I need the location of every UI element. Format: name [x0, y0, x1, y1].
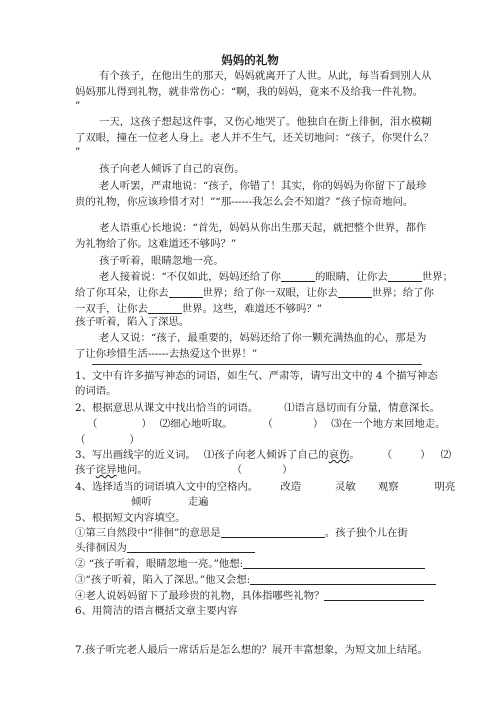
- answer-blank[interactable]: [148, 303, 182, 314]
- word-choice: 灵敏: [335, 481, 356, 493]
- answer-blank[interactable]: [281, 271, 315, 282]
- story-line: ”: [75, 100, 81, 112]
- story-line: 一双手，让你去 世界。这些，难道还不够吗？”: [75, 303, 323, 315]
- answer-line[interactable]: [92, 364, 422, 365]
- question-line: 孩子诧异地问。 （ ）: [75, 464, 293, 476]
- question-line: 的词语。: [75, 385, 117, 397]
- question-line: 5、根据短文内容填空。: [75, 512, 186, 524]
- answer-blank[interactable]: [221, 527, 325, 538]
- question-line: （ ） ⑵细心地听取。 （ ） ⑶在一个地方来回地走。: [87, 418, 446, 430]
- answer-blank[interactable]: [388, 271, 422, 282]
- answer-blank[interactable]: [250, 574, 436, 585]
- question-line: （ ）: [75, 434, 140, 446]
- answer-blank[interactable]: [169, 287, 203, 298]
- story-line: 老人听罢，严肃地说：“孩子，你错了！其实，你的妈妈为你留下了最珍: [99, 180, 427, 192]
- question-line: ② “孩子听着，眼睛忽地一亮。”他想:: [75, 558, 425, 571]
- word-choice: 走遍: [187, 496, 209, 508]
- story-line: 了让你珍惜生活------去热爱这个世界！”: [75, 348, 258, 360]
- answer-blank[interactable]: [338, 287, 372, 298]
- story-line: ”: [75, 146, 81, 158]
- story-line: 孩子听着，陷入了深思。: [75, 316, 190, 328]
- question-line: [131, 496, 209, 509]
- word-choice: 明亮: [434, 481, 456, 493]
- answer-blank[interactable]: [243, 558, 425, 569]
- story-line: 了双眼，撞在一位老人身上。老人并不生气，还关切地问：“孩子，你哭什么？: [75, 132, 434, 144]
- word-choice: 改造: [280, 481, 302, 493]
- page-title: 妈妈的礼物: [221, 53, 279, 67]
- underlined-word: 哀伤: [328, 449, 350, 461]
- question-line: 头徘徊因为: [75, 542, 255, 555]
- story-line: 有个孩子，在他出生的那天，妈妈就离开了人世。从此，每当看到别人从: [99, 70, 432, 82]
- story-line: 老人接着说：“不仅如此，妈妈还给了你 的眼睛，让你去 世界；: [99, 271, 453, 283]
- question-line: 3、写出画线字的近义词。 ⑴孩子向老人倾诉了自己的哀伤。 （ ） ⑵: [75, 449, 451, 461]
- underlined-word: 诧异: [95, 464, 117, 476]
- word-choice: 观察: [377, 481, 399, 493]
- question-line: 2、根据意思从课文中找出恰当的词语。 ⑴语言恳切而有分量，情意深长。: [75, 402, 441, 414]
- question-line: ①第三自然段中“徘徊”的意思是 。孩子独个儿在街: [75, 527, 408, 539]
- answer-blank[interactable]: [127, 542, 255, 553]
- story-line: 老人又说：“孩子，最重要的，妈妈还给了你一颗充满热血的心，那是为: [99, 332, 427, 344]
- story-line: 孩子向老人倾诉了自己的哀伤。: [99, 163, 245, 175]
- question-line: 4、选择适当的词语填入文中的空格内。 改造 灵敏 观察 明亮: [75, 481, 456, 493]
- story-line: 给了你耳朵，让你去 世界；给了你一双眼，让你去 世界；给了你: [75, 287, 434, 299]
- question-line: ④老人说妈妈留下了最珍贵的礼物，具体指哪些礼物？: [75, 590, 424, 603]
- question-line: 6、用简洁的语言概括文章主要内容: [75, 605, 238, 617]
- question-line: 1、文中有许多描写神态的词语，如生气、严肃等，请写出文中的 4 个描写神态: [75, 370, 438, 382]
- question-line: 7.孩子听完老人最后一席话后是怎么想的？展开丰富想象，为短文加上结尾。: [75, 644, 428, 656]
- story-line: 为礼物给了你。这难道还不够吗？”: [75, 238, 237, 250]
- story-line: 贵的礼物，你应该珍惜才对！”“那------我怎么会不知道？”孩子惊奇地问。: [75, 196, 414, 208]
- story-line: 孩子听着，眼睛忽地一亮。: [99, 255, 224, 267]
- word-choice: 倾听: [131, 496, 152, 508]
- story-line: 一天，这孩子想起这件事，又伤心地哭了。他独自在街上徘徊，泪水模糊: [99, 116, 432, 128]
- story-line: 妈妈那儿得到礼物，就非常伤心：“啊，我的妈妈，竟来不及给我一件礼物。: [75, 86, 424, 98]
- answer-blank[interactable]: [324, 590, 424, 601]
- question-line: ③“孩子听着，陷入了深思。”他又会想:: [75, 574, 436, 587]
- story-line: 老人语重心长地说：“首先，妈妈从你出生那天起，就把整个世界，都作: [99, 222, 427, 234]
